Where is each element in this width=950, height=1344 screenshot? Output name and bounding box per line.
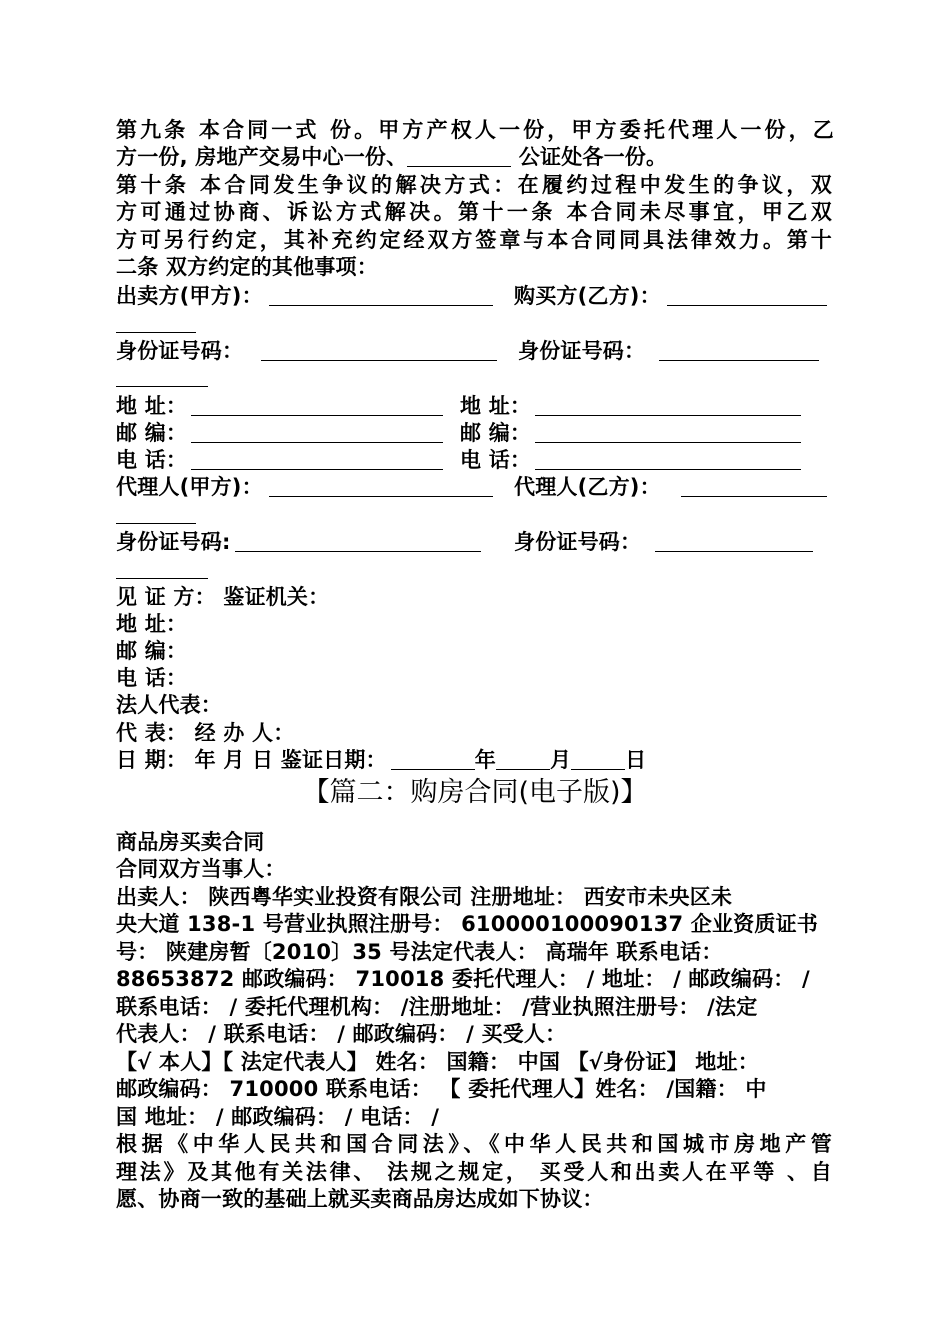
blank-field[interactable]: [407, 146, 511, 167]
tel-blank-right[interactable]: [535, 449, 801, 470]
underline-continuation: [116, 386, 208, 387]
witness-line: 见 证 方： 鉴证机关：: [116, 585, 330, 609]
contract-heading: 商品房买卖合同: [116, 830, 265, 854]
zip-row-left: 邮 编：: [116, 420, 443, 447]
contract-line: 号： 陕建房暂〔2010〕35 号法定代表人： 高瑞年 联系电话：: [116, 940, 723, 964]
agent-blank-right[interactable]: [681, 476, 827, 497]
id2-blank-right[interactable]: [655, 531, 813, 552]
tel-row-right: 电 话：: [460, 447, 801, 474]
tel-blank-left[interactable]: [191, 449, 443, 470]
clause-12-line: 二条 双方约定的其他事项：: [116, 255, 378, 279]
contract-line: 联系电话： / 委托代理机构： /注册地址： /营业执照注册号： /法定: [116, 995, 758, 1019]
clause-9-line: 第九条 本合同一式 份。甲方产权人一份，甲方委托代理人一份，乙: [116, 118, 834, 142]
zip-blank-right[interactable]: [535, 422, 801, 443]
underline-continuation: [116, 332, 196, 333]
contract-line: 88653872 邮政编码： 710018 委托代理人： / 地址： / 邮政编码： /: [116, 967, 810, 991]
underline-continuation: [116, 578, 208, 579]
witness-address: 地 址：: [116, 612, 188, 636]
contract-line: 出卖人： 陕西粤华实业投资有限公司 注册地址： 西安市未央区未: [116, 885, 733, 909]
id2-row-left: 身份证号码:: [116, 529, 481, 556]
address-blank-left[interactable]: [191, 395, 443, 416]
zip-blank-left[interactable]: [191, 422, 443, 443]
seller-row: 出卖方(甲方)：: [116, 283, 493, 310]
seller-blank[interactable]: [269, 285, 493, 306]
zip-row-right: 邮 编：: [460, 420, 801, 447]
address-row-right: 地 址：: [460, 393, 801, 420]
address-blank-right[interactable]: [535, 395, 801, 416]
representative-line: 代 表： 经 办 人：: [116, 721, 295, 745]
contract-line: 理法》及其他有关法律、 法规之规定， 买受人和出卖人在平等 、自: [116, 1160, 832, 1184]
clause-11-line: 方可通过协商、诉讼方式解决。第十一条 本合同未尽事宜，甲乙双: [116, 200, 832, 224]
buyer-row: 购买方(乙方)：: [514, 283, 827, 310]
contract-line: 代表人： / 联系电话： / 邮政编码： / 买受人：: [116, 1022, 567, 1046]
agent-row-right: 代理人(乙方)：: [514, 474, 827, 501]
id-row-right: 身份证号码：: [518, 338, 819, 365]
buyer-blank[interactable]: [667, 285, 827, 306]
agent-blank-left[interactable]: [269, 476, 493, 497]
agent-row-left: 代理人(甲方)：: [116, 474, 493, 501]
contract-line: 【√ 本人】【 法定代表人】 姓名： 国籍： 中国 【√身份证】 地址：: [116, 1050, 759, 1074]
id-blank-left[interactable]: [261, 340, 497, 361]
witness-zip: 邮 编：: [116, 639, 188, 663]
underline-continuation: [116, 523, 196, 524]
contract-line: 邮政编码： 710000 联系电话： 【 委托代理人】姓名： /国籍： 中: [116, 1077, 767, 1101]
year-blank[interactable]: [391, 749, 475, 770]
contract-line: 根据《中华人民共和国合同法》、《中华人民共和国城市房地产管: [116, 1132, 832, 1156]
address-row-left: 地 址：: [116, 393, 443, 420]
clause-11-line-2: 方可另行约定，其补充约定经双方签章与本合同同具法律效力。第十: [116, 228, 832, 252]
id2-blank-left[interactable]: [235, 531, 481, 552]
id-row-left: 身份证号码：: [116, 338, 497, 365]
legal-representative: 法人代表：: [116, 693, 222, 717]
id2-row-right: 身份证号码：: [514, 529, 813, 556]
clause-9-line-2: 方一份, 房地产交易中心一份、 公证处各一份。: [116, 145, 668, 169]
month-blank[interactable]: [496, 749, 550, 770]
contract-line: 愿、协商一致的基础上就买卖商品房达成如下协议：: [116, 1187, 604, 1211]
id-blank-right[interactable]: [659, 340, 819, 361]
day-blank[interactable]: [571, 749, 625, 770]
witness-tel: 电 话：: [116, 666, 188, 690]
tel-row-left: 电 话：: [116, 447, 443, 474]
parties-heading: 合同双方当事人：: [116, 857, 286, 881]
section-title: 【篇二：购房合同(电子版)】: [302, 777, 648, 808]
contract-line: 国 地址： / 邮政编码： / 电话： /: [116, 1105, 440, 1129]
date-line: 日 期： 年 月 日 鉴证日期： 年 月 日: [116, 748, 647, 772]
contract-line: 央大道 138-1 号营业执照注册号： 610000100090137 企业资质证书: [116, 912, 818, 936]
clause-10-line: 第十条 本合同发生争议的解决方式：在履约过程中发生的争议，双: [116, 173, 832, 197]
